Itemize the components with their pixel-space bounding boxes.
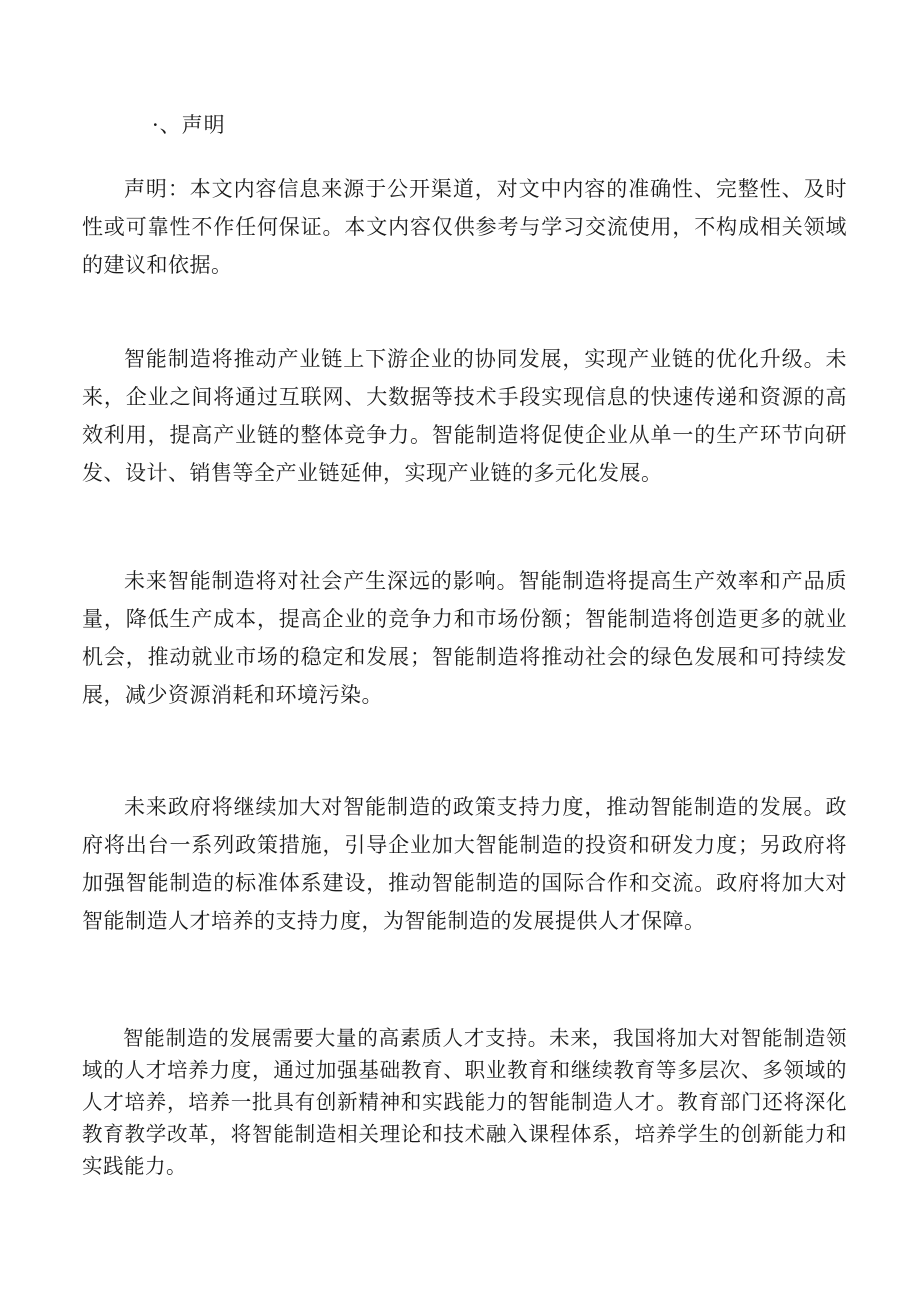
paragraph-government-policy: 未来政府将继续加大对智能制造的政策支持力度，推动智能制造的发展。政府将出台一系列政策措施，引导企业加大智能制造的投资和研发力度；另政府将加强智能制造的标准体系建设，推动智能制造的国际合作和交流。政府将加大对智能制造人才培养的支持力度，为智能制造的发展提供人才保障。	[82, 795, 847, 933]
paragraph-disclaimer: 声明：本文内容信息来源于公开渠道，对文中内容的准确性、完整性、及时性或可靠性不作任何保证。本文内容仅供参考与学习交流使用，不构成相关领域的建议和依据。	[82, 177, 847, 277]
paragraph-social-impact: 未来智能制造将对社会产生深远的影响。智能制造将提高生产效率和产品质量，降低生产成本，提高企业的竞争力和市场份额；智能制造将创造更多的就业机会，推动就业市场的稳定和发展；智能制造将推动社会的绿色发展和可持续发展，减少资源消耗和环境污染。	[82, 569, 847, 707]
paragraph-industry-chain: 智能制造将推动产业链上下游企业的协同发展，实现产业链的优化升级。未来，企业之间将通过互联网、大数据等技术手段实现信息的快速传递和资源的高效利用，提高产业链的整体竞争力。智能制造将促使企业从单一的生产环节向研发、设计、销售等全产业链延伸，实现产业链的多元化发展。	[82, 347, 847, 485]
section-heading: ·、声明	[152, 113, 226, 137]
paragraph-talent-training: 智能制造的发展需要大量的高素质人才支持。未来，我国将加大对智能制造领域的人才培养力度，通过加强基础教育、职业教育和继续教育等多层次、多领域的人才培养，培养一批具有创新精神和实践能力的智能制造人才。教育部门还将深化教育教学改革，将智能制造相关理论和技术融入课程体系，培养学生的创新能力和实践能力。	[82, 1026, 847, 1178]
